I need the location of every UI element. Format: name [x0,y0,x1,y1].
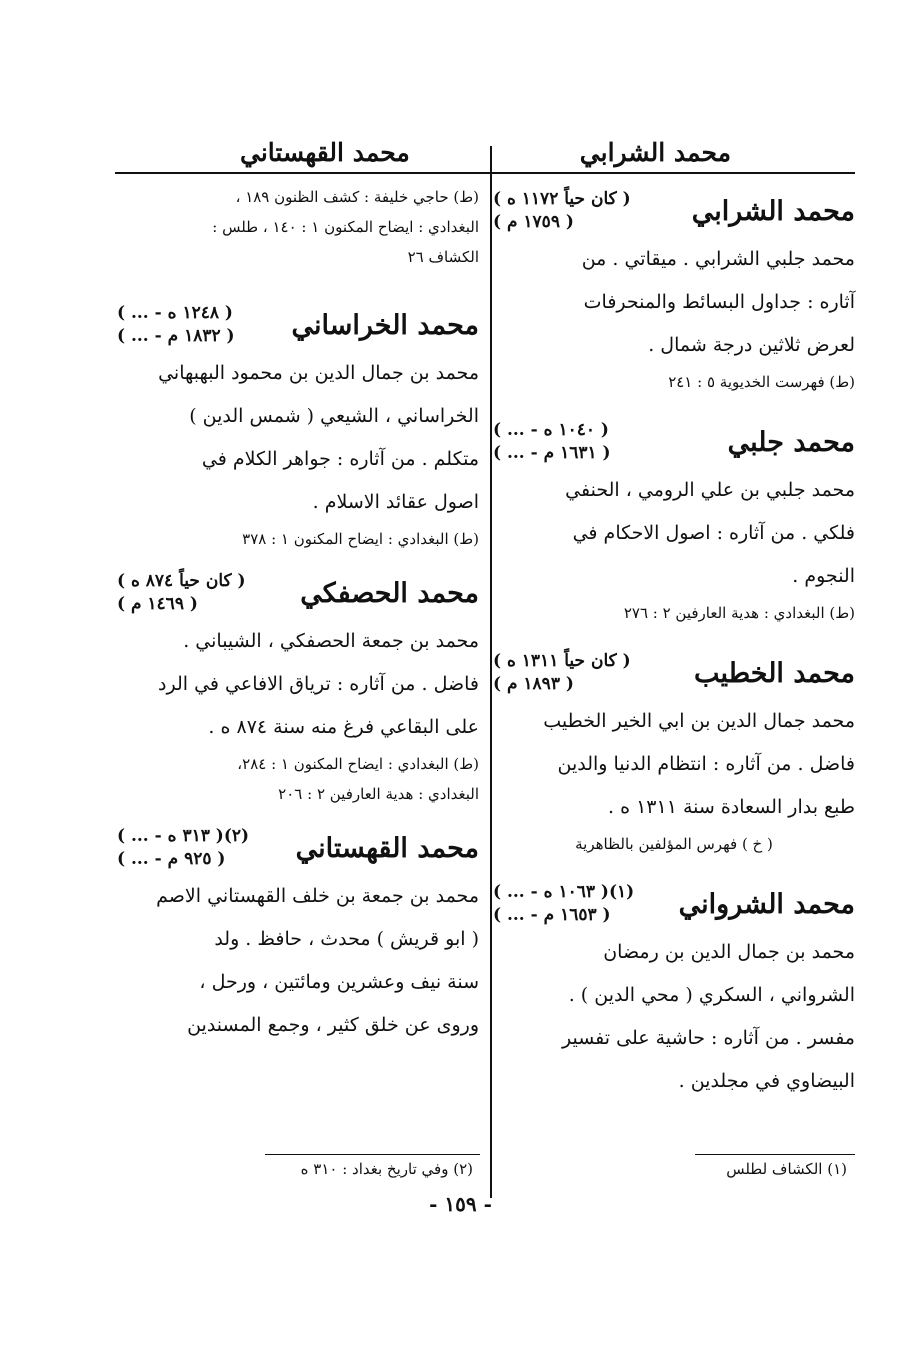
entry-source: (ط) البغدادي : ايضاح المكنون ١ : ٣٧٨ [242,530,479,548]
footnote-left: (٢) وفي تاريخ بغداد : ٣١٠ ه [300,1160,473,1178]
entry-continued-sources [117,182,479,272]
entry-text-line: طبع بدار السعادة سنة ١٣١١ ه . [608,796,855,818]
date-hijri: ( ... - ١٠٦٣ ه )(١) [493,882,635,902]
entry-text-line: محمد بن جمال الدين بن محمود البهبهاني [158,362,479,384]
entry-dates [117,302,235,348]
entry-source: ( خ ) فهرس المؤلفين بالظاهرية [575,835,773,853]
date-hijri: ( ... - ١٢٤٨ ه ) [117,303,233,323]
entry-text-line: محمد جلبي بن علي الرومي ، الحنفي [565,479,855,501]
header-rule [115,172,855,174]
date-gregorian: ( ١٤٦٩ م ) [117,594,198,614]
entry-text-line: فلكي . من آثاره : اصول الاحكام في [572,522,855,544]
date-hijri: ( ... - ٣١٣ ه )(٢) [117,826,250,846]
entry-khurasani [117,302,479,554]
date-gregorian: ( ... - ١٨٣٢ م ) [117,326,235,346]
entry-text-line: على البقاعي فرغ منه سنة ٨٧٤ ه . [208,716,479,738]
entry-text-line: محمد بن جمال الدين بن رمضان [603,941,855,963]
entry-text-line: فاضل . من آثاره : انتظام الدنيا والدين [557,753,855,775]
entry-text-line: لعرض ثلاثين درجة شمال . [648,334,855,356]
entry-sharabi [493,188,855,397]
entry-name: محمد الخطيب [693,657,855,689]
date-gregorian: ( ١٧٥٩ م ) [493,212,574,232]
entry-dates [493,881,634,927]
entry-text-line: ( ابو قريش ) محدث ، حافظ . ولد [214,928,479,950]
entry-source: (ط) حاجي خليفة : كشف الظنون ١٨٩ ، [235,188,479,206]
date-gregorian: ( ... - ١٦٥٣ م ) [493,905,611,925]
entry-header [493,188,855,234]
entry-text-line: محمد جمال الدين بن ابي الخير الخطيب [543,710,855,732]
entry-source: البغدادي : ايضاح المكنون ١ : ١٤٠ ، طلس : [212,218,479,236]
entry-text-line: محمد بن جمعة بن خلف القهستاني الاصم [156,885,479,907]
entry-dates [117,570,246,616]
entry-text-line: آثاره : جداول البسائط والمنحرفات [583,291,855,313]
entry-text-line: اصول عقائد الاسلام . [312,491,479,513]
entry-header [117,825,479,871]
date-hijri: ( كان حياً ٨٧٤ ه ) [117,571,246,591]
column-divider [490,146,492,1198]
entry-name: محمد الشرابي [691,195,855,227]
entry-source: (ط) فهرست الخديوية ٥ : ٢٤١ [668,373,855,391]
entry-header [493,650,855,696]
entry-source: الكشاف ٢٦ [407,248,479,266]
entry-name: محمد الخراساني [291,309,479,341]
entry-dates [117,825,249,871]
entry-header [493,881,855,927]
entry-source: (ط) البغدادي : ايضاح المكنون ١ : ٢٨٤، [237,755,479,773]
entry-text-line: سنة نيف وعشرين ومائتين ، ورحل ، [199,971,479,993]
entry-text-line: فاضل . من آثاره : ترياق الافاعي في الرد [158,673,479,695]
entry-text-line: متكلم . من آثاره : جواهر الكلام في [201,448,479,470]
entry-name: محمد جلبي [727,426,855,458]
page-number: - ١٥٩ - [429,1192,492,1216]
entry-text-line: محمد جلبي الشرابي . ميقاتي . من [581,248,855,270]
entry-name: محمد الشرواني [678,888,855,920]
date-gregorian: ( ... - ٩٢٥ م ) [117,849,226,869]
running-head-left: محمد القهستاني [240,138,410,167]
entry-dates [493,650,631,696]
entry-jalabi [493,419,855,628]
entry-hasfaki [117,570,479,809]
entry-source: البغدادي : هدية العارفين ٢ : ٢٠٦ [278,785,479,803]
date-hijri: ( ... - ١٠٤٠ ه ) [493,420,609,440]
entry-text-line: مفسر . من آثاره : حاشية على تفسير [562,1027,855,1049]
entry-text-line: البيضاوي في مجلدين . [678,1070,855,1092]
date-gregorian: ( ... - ١٦٣١ م ) [493,443,611,463]
entry-text-line: النجوم . [792,565,855,587]
entry-dates [493,188,631,234]
footnote-right: (١) الكشاف لطلس [726,1160,847,1178]
entry-dates [493,419,611,465]
entry-text-line: محمد بن جمعة الحصفكي ، الشيباني . [183,630,479,652]
right-column [493,182,855,1113]
date-hijri: ( كان حياً ١١٧٢ ه ) [493,189,631,209]
footnote-rule-right [695,1154,855,1155]
entry-quhistani [117,825,479,1047]
date-hijri: ( كان حياً ١٣١١ ه ) [493,651,631,671]
entry-source: (ط) البغدادي : هدية العارفين ٢ : ٢٧٦ [623,604,855,622]
date-gregorian: ( ١٨٩٣ م ) [493,674,574,694]
entry-sharwani [493,881,855,1103]
entry-text-line: وروى عن خلق كثير ، وجمع المسندين [187,1014,479,1036]
entry-text-line: الشرواني ، السكري ( محي الدين ) . [568,984,855,1006]
entry-name: محمد القهستاني [295,832,479,864]
running-head-right: محمد الشرابي [579,138,731,167]
footnote-rule-left [265,1154,480,1155]
left-column [117,182,479,1057]
entry-khatib [493,650,855,859]
entry-header [117,302,479,348]
entry-text-line: الخراساني ، الشيعي ( شمس الدين ) [189,405,479,427]
entry-header [117,570,479,616]
entry-name: محمد الحصفكي [300,577,479,609]
entry-header [493,419,855,465]
